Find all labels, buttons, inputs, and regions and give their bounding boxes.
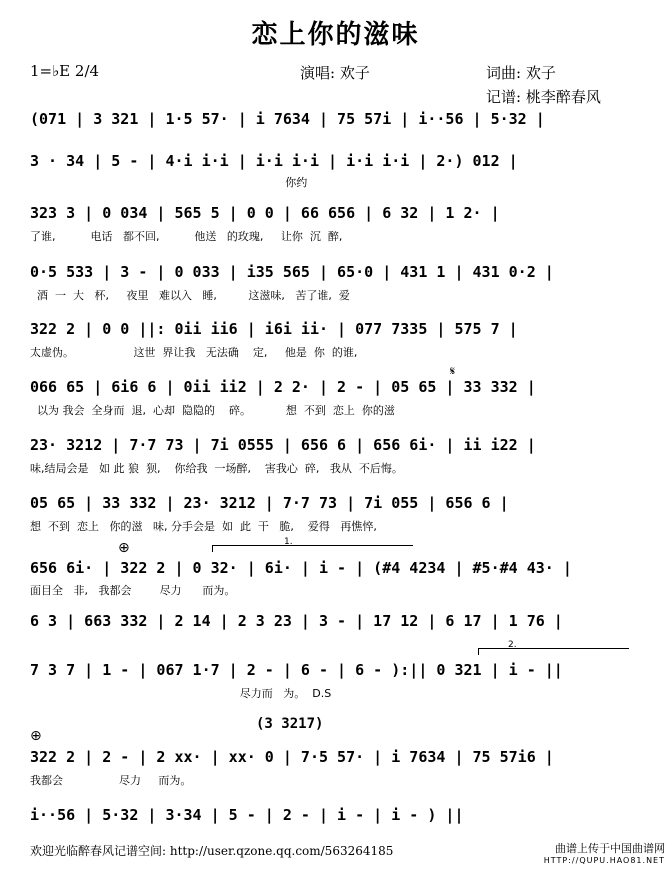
lyric-line: 面目全 非, 我都会 尽力 而为。: [30, 584, 236, 597]
song-title: 恋上你的滋味: [251, 20, 420, 50]
lyric-line: 味,结局会是 如 此 狼 狈, 你给我 一场醉, 害我心 碎, 我从 不后悔。: [30, 462, 403, 475]
score-line: 066 65 | 6i6 6 | 0ii ii2 | 2 2· | 2 - | 05 65 | 33 332 |: [30, 378, 536, 396]
footer-site-credit: [544, 843, 665, 867]
volta-1-label: 1.: [284, 537, 293, 547]
footer-website-note: 欢迎光临醉春风记谱空间: http://user.qzone.qq.com/563264185: [30, 844, 394, 858]
score-line: 322 2 | 2 - | 2 xx· | xx· 0 | 7·5 57· | i 7634 | 75 57i6 |: [30, 748, 554, 766]
score-line: (071 | 3 321 | 1·5 57· | i 7634 | 75 57i | i··56 | 5·32 |: [30, 110, 545, 128]
lyric-line: 尽力而 为。 D.S: [30, 687, 332, 700]
lyric-line: 酒 一 大 杯, 夜里 难以入 睡, 这滋味, 苦了谁, 爱: [30, 289, 350, 302]
key-signature: 1=♭E 2/4: [30, 62, 100, 80]
footer-site-url: HTTP://QUPU.HAO81.NET: [543, 856, 665, 865]
coda-sign-2: ⊕: [30, 728, 42, 744]
volta-bracket-2: [478, 648, 629, 655]
footer-site-name: 曲谱上传于中国曲谱网: [555, 842, 665, 855]
composer-credit: 词曲: 欢子: [486, 64, 556, 82]
coda-sign: ⊕: [118, 540, 130, 556]
lyric-line: 了谁, 电话 都不回, 他送 的玫瑰, 让你 沉 醉,: [30, 230, 343, 243]
volta-bracket-1: [212, 545, 413, 552]
score-line: 6 3 | 663 332 | 2 14 | 2 3 23 | 3 - | 17 12 | 6 17 | 1 76 |: [30, 612, 563, 630]
score-line: 0·5 533 | 3 - | 0 033 | i35 565 | 65·0 | 431 1 | 431 0·2 |: [30, 263, 554, 281]
score-line: 3 · 34 | 5 - | 4·i i·i | i·i i·i | i·i i·i | 2·) 012 |: [30, 152, 518, 170]
interlude-marker: (3 3217): [256, 716, 324, 732]
score-line: 323 3 | 0 034 | 565 5 | 0 0 | 66 656 | 6 32 | 1 2· |: [30, 204, 500, 222]
score-line: 05 65 | 33 332 | 23· 3212 | 7·7 73 | 7i 055 | 656 6 |: [30, 494, 509, 512]
score-line: 23· 3212 | 7·7 73 | 7i 0555 | 656 6 | 656 6i· | ii i22 |: [30, 436, 536, 454]
lyric-line: 你约: [30, 176, 308, 189]
singer-credit: 演唱: 欢子: [300, 64, 370, 82]
lyric-line: 太虚伪。 这世 界让我 无法确 定, 他是 你 的谁,: [30, 346, 358, 359]
segno-sign: 𝄋: [450, 364, 456, 378]
transcriber-credit: 记谱: 桃李醉春风: [486, 88, 601, 106]
score-line: 322 2 | 0 0 ||: 0ii ii6 | i6i ii· | 077 7335 | 575 7 |: [30, 320, 518, 338]
score-line: i··56 | 5·32 | 3·34 | 5 - | 2 - | i - | i - ) ||: [30, 806, 464, 824]
lyric-line: 以为 我会 全身而 退, 心却 隐隐的 碎。 想 不到 恋上 你的滋: [30, 404, 395, 417]
score-line: 656 6i· | 322 2 | 0 32· | 6i· | i - | (#4 4234 | #5·#4 43· |: [30, 559, 572, 577]
lyric-line: 想 不到 恋上 你的滋 味, 分手会是 如 此 干 脆, 爱得 再憔悴,: [30, 520, 377, 533]
score-line: 7 3 7 | 1 - | 067 1·7 | 2 - | 6 - | 6 - ):|| 0 321 | i - ||: [30, 661, 563, 679]
lyric-line: 我都会 尽力 而为。: [30, 774, 192, 787]
volta-2-label: 2.: [508, 640, 517, 650]
